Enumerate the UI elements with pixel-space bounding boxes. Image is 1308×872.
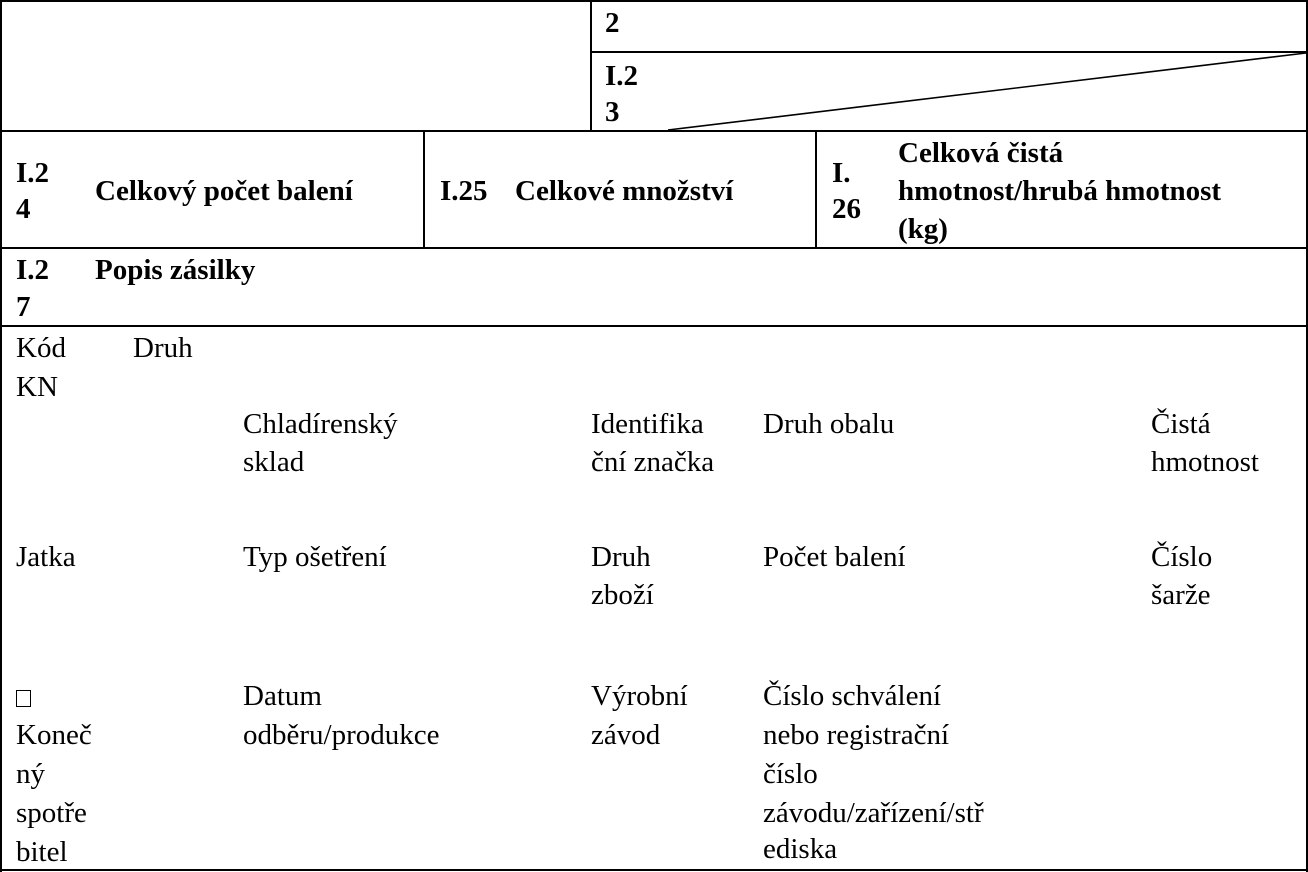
cista-hmotnost-label-line2: hmotnost <box>1151 446 1259 478</box>
jatka-label: Jatka <box>16 541 76 573</box>
box23-label-line2: 3 <box>605 96 620 128</box>
i26-label-line3: (kg) <box>898 213 948 245</box>
cislo-schvaleni-label-line5: ediska <box>763 833 838 865</box>
druh-label: Druh <box>133 332 193 364</box>
i25-label: Celkové množství <box>515 175 734 207</box>
i24-number-line1: I.2 <box>16 157 50 189</box>
cislo-schvaleni-label-line1: Číslo schválení <box>763 680 942 712</box>
i26-label-line2: hmotnost/hrubá hmotnost <box>898 175 1222 207</box>
konecny-spotrebitel-label-line2: ný <box>16 758 45 790</box>
chladirensky-sklad-label-line2: sklad <box>243 446 305 478</box>
typ-osetreni-label: Typ ošetření <box>243 541 387 573</box>
identifikacni-znacka-label-line2: ční značka <box>591 446 715 478</box>
kod-kn-label-line1: Kód <box>16 332 66 364</box>
i24-label: Celkový počet balení <box>95 175 353 207</box>
cislo-schvaleni-label-line3: číslo <box>763 758 818 790</box>
cista-hmotnost-label-line1: Čistá <box>1151 408 1211 440</box>
i26-label-line1: Celková čistá <box>898 137 1064 169</box>
i27-number-line2: 7 <box>16 291 31 323</box>
checkbox-square-icon[interactable] <box>16 690 31 707</box>
datum-odberu-label-line1: Datum <box>243 680 322 712</box>
box23-label-line1: I.2 <box>605 60 639 92</box>
i24-number-line2: 4 <box>16 193 31 225</box>
i27-label: Popis zásilky <box>95 254 256 286</box>
konecny-spotrebitel-label-line4: bitel <box>16 836 68 868</box>
cislo-sarze-label-line2: šarže <box>1151 579 1211 611</box>
datum-odberu-label-line2: odběru/produkce <box>243 719 440 751</box>
i26-number-line1: I. <box>832 157 851 189</box>
i27-number-line1: I.2 <box>16 254 50 286</box>
cislo-sarze-label-line1: Číslo <box>1151 541 1213 573</box>
druh-zbozi-label-line1: Druh <box>591 541 651 573</box>
druh-zbozi-label-line2: zboží <box>591 579 654 611</box>
vyrobni-zavod-label-line1: Výrobní <box>591 680 688 712</box>
pocet-baleni-label: Počet balení <box>763 541 906 573</box>
vyrobni-zavod-label-line2: závod <box>591 719 661 751</box>
identifikacni-znacka-label-line1: Identifika <box>591 408 704 440</box>
druh-obalu-label: Druh obalu <box>763 408 895 440</box>
chladirensky-sklad-label-line1: Chladírenský <box>243 408 398 440</box>
konecny-spotrebitel-checkbox[interactable] <box>16 677 31 715</box>
i25-number: I.25 <box>440 175 488 207</box>
box2-label: 2 <box>605 7 620 39</box>
cislo-schvaleni-label-line4: závodu/zařízení/stř <box>763 797 984 829</box>
konecny-spotrebitel-label-line3: spotře <box>16 797 87 829</box>
cislo-schvaleni-label-line2: nebo registrační <box>763 719 950 751</box>
kod-kn-label-line2: KN <box>16 371 58 403</box>
konecny-spotrebitel-label-line1: Koneč <box>16 719 92 751</box>
i26-number-line2: 26 <box>832 193 861 225</box>
